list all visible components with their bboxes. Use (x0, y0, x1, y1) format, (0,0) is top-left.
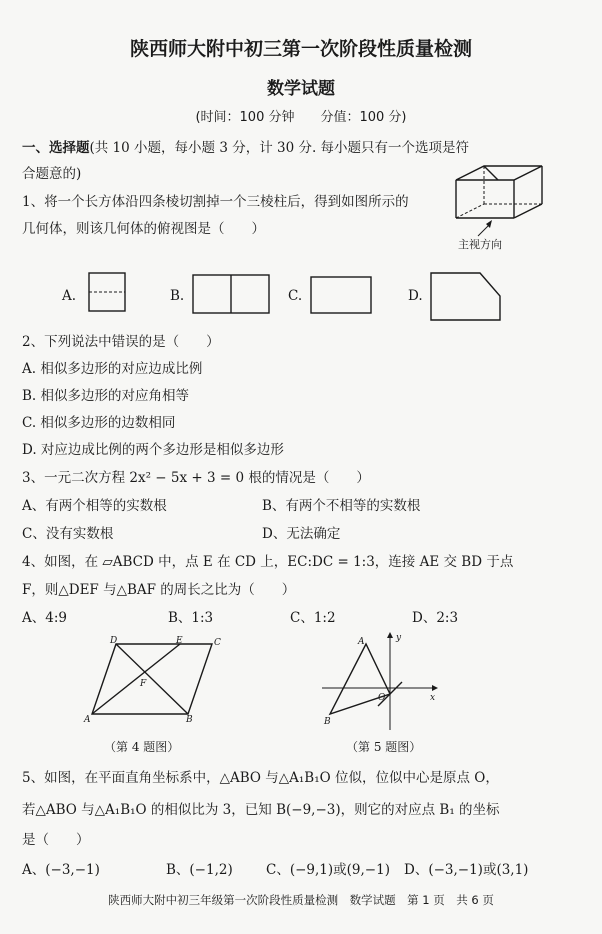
q5-coordinate-figure (320, 630, 444, 730)
q3-option-c: C、没有实数根 (22, 526, 114, 542)
section-heading: 一、选择题 (22, 140, 90, 156)
q4-option-a: A、4:9 (22, 610, 67, 626)
q5-line1: 5、如图，在平面直角坐标系中，△ABO 与△A₁B₁O 位似，位似中心是原点 O， (22, 770, 499, 786)
page-footer: 陕西师大附中初三年级第一次阶段性质量检测 数学试题 第 1 页 共 6 页 (108, 893, 494, 907)
q1-line2: 几何体，则该几何体的俯视图是（ ） (22, 221, 265, 237)
q1-option-b-figure (192, 274, 272, 316)
q3-option-d: D、无法确定 (262, 526, 341, 542)
q4-parallelogram-figure (84, 636, 234, 726)
q4-label-d: D (110, 636, 118, 646)
q1-option-d-figure (430, 272, 504, 324)
q1-view-direction-label: 主视方向 (458, 238, 502, 251)
q5-line3: 是（ ） (22, 832, 90, 848)
q5-option-c: C、(−9,1)或(9,−1) (266, 862, 390, 878)
q5-figure-caption: （第 5 题图） (346, 740, 422, 754)
q5-label-o: O (378, 693, 386, 703)
q4-option-d: D、2:3 (412, 610, 459, 626)
section-desc-2: 合题意的) (22, 166, 82, 182)
q5-line2: 若△ABO 与△A₁B₁O 的相似比为 3，已知 B(−9,−3)，则它的对应点 B₁ 的坐标 (22, 802, 500, 818)
q2-option-d: D. 对应边成比例的两个多边形是相似多边形 (22, 442, 284, 458)
q4-option-c: C、1:2 (290, 610, 336, 626)
q4-line1: 4、如图，在 ▱ABCD 中，点 E 在 CD 上，EC:DC = 1:3，连接 AE 交 BD 于点 (22, 554, 514, 570)
exam-title: 陕西师大附中初三第一次阶段性质量检测 (129, 38, 472, 60)
q5-option-a: A、(−3,−1) (22, 862, 100, 878)
section-heading-line (22, 136, 469, 156)
q3-stem: 3、一元二次方程 2x² − 5x + 3 = 0 根的情况是（ ） (22, 470, 370, 486)
q4-label-b: B (186, 715, 193, 725)
q5-label-y: y (396, 633, 402, 643)
q1-option-a-figure (88, 272, 128, 314)
q5-option-d: D、(−3,−1)或(3,1) (404, 862, 529, 878)
q4-label-f: F (140, 679, 147, 689)
q2-option-b: B. 相似多边形的对应角相等 (22, 388, 190, 404)
q2-option-c: C. 相似多边形的边数相同 (22, 415, 176, 431)
q4-label-e: E (176, 636, 183, 646)
exam-subtitle: 数学试题 (267, 79, 335, 99)
q4-label-c: C (214, 638, 221, 648)
q3-option-a: A、有两个相等的实数根 (22, 498, 167, 514)
q1-option-c-label: C. (288, 288, 303, 304)
q5-option-b: B、(−1,2) (166, 862, 233, 878)
q3-option-b: B、有两个不相等的实数根 (262, 498, 421, 514)
q4-label-a: A (84, 715, 91, 725)
q1-option-c-figure (310, 276, 374, 316)
q4-option-b: B、1:3 (168, 610, 214, 626)
q1-line1: 1、将一个长方体沿四条棱切割掉一个三棱柱后，得到如图所示的 (22, 194, 409, 210)
exam-info: (时间：100 分钟 分值：100 分) (195, 110, 407, 125)
q2-option-a: A. 相似多边形的对应边成比例 (22, 361, 203, 377)
q1-option-b-label: B. (170, 288, 185, 304)
q5-label-b: B (324, 717, 331, 727)
section-desc: (共 10 小题，每小题 3 分，计 30 分. 每小题只有一个选项是符 (89, 140, 470, 156)
q4-line2: F，则△DEF 与△BAF 的周长之比为（ ） (22, 582, 296, 598)
q5-label-a: A (358, 637, 365, 647)
q1-option-a-label: A. (62, 288, 77, 304)
q1-option-d-label: D. (408, 288, 423, 304)
q5-label-x: x (430, 693, 436, 703)
q2-stem: 2、下列说法中错误的是（ ） (22, 334, 220, 350)
q4-figure-caption: （第 4 题图） (104, 740, 180, 754)
